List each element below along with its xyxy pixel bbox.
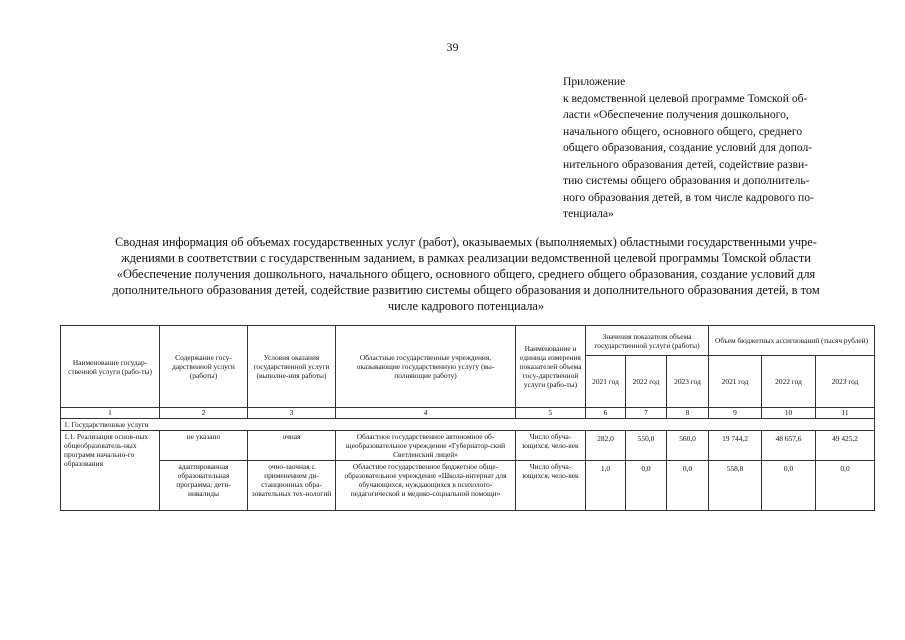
column-number: 1 — [61, 408, 160, 419]
heading-line: Сводная информация об объемах государственных услуг (работ), оказываемых (выполняемых) областными государственными учре- — [115, 235, 817, 249]
page-number: 39 — [446, 40, 459, 54]
budget-cell: 0,0 — [762, 461, 816, 511]
heading-line: «Обеспечение получения дошкольного, начального общего, основного общего, среднего общего образования, создание условий для — [116, 267, 816, 281]
header-year: 2021 год — [709, 356, 762, 408]
value-cell: 0,0 — [626, 461, 667, 511]
appendix-line: нительного образования детей, содействие разви- — [563, 157, 809, 171]
services-table — [60, 325, 875, 511]
column-number: 11 — [816, 408, 875, 419]
appendix-line: Приложение — [563, 75, 626, 88]
conditions-cell: очная — [248, 431, 336, 461]
header-year: 2021 год — [586, 356, 626, 408]
budget-cell: 19 744,2 — [709, 431, 762, 461]
header-institutions: Областные государственные учреждения, оказывающие государственную услугу (вы-полняющие работу) — [336, 326, 516, 408]
institution-cell: Областное государственное автономное об-щеобразовательное учреждение «Губернатор-ский Светленский лицей» — [336, 431, 516, 461]
header-service-name: Наименование государ-ственной услуги (рабо-ты) — [61, 326, 160, 408]
service-name-cell: 1.1. Реализация основ-ных общеобразователь-ных программ начально-го образования — [61, 431, 160, 511]
column-number: 7 — [626, 408, 667, 419]
institution-cell: Областное государственное бюджетное обще-образовательное учреждение «Школа-интернат для обучающихся, нуждающихся в психолого-педагогической и медико-социальной помощи» — [336, 461, 516, 511]
content-cell: не указано — [160, 431, 248, 461]
appendix-line: ного образования детей, в том числе кадрового по- — [563, 190, 814, 204]
header-content: Содержание госу-дарственной услуги (работы) — [160, 326, 248, 408]
appendix-line: начального общего, основного общего, среднего — [563, 124, 803, 138]
header-indicator-values: Значения показателя объема государственной услуги (работы) — [586, 326, 709, 356]
column-number: 6 — [586, 408, 626, 419]
budget-cell: 48 657,6 — [762, 431, 816, 461]
column-number: 3 — [248, 408, 336, 419]
document-heading — [62, 234, 870, 314]
column-number: 4 — [336, 408, 516, 419]
header-budget: Объем бюджетных ассигнований (тысяч рублей) — [709, 326, 875, 356]
heading-line: дополнительного образования детей, содействие развитию системы общего образования и дополнительного образования детей, в том — [112, 283, 820, 297]
header-indicator: Наименование и единица измерения показателей объема госу-дарственной услуги (рабо-ты) — [516, 326, 586, 408]
indicator-cell: Число обуча-ющихся, чело-век — [516, 461, 586, 511]
budget-cell: 558,8 — [709, 461, 762, 511]
appendix-line: к ведомственной целевой программе Томской об- — [563, 91, 808, 105]
header-year: 2022 год — [762, 356, 816, 408]
table-row — [61, 431, 875, 461]
column-number: 2 — [160, 408, 248, 419]
appendix-note — [563, 74, 873, 223]
appendix-line: тенциала» — [563, 207, 614, 220]
value-cell: 0,0 — [667, 461, 709, 511]
column-number: 10 — [762, 408, 816, 419]
section-title: 1. Государственные услуги — [61, 419, 875, 431]
appendix-line: тию системы общего образования и дополнитель- — [563, 174, 810, 187]
content-cell: адаптированная образовательная программа; дети-инвалиды — [160, 461, 248, 511]
header-year: 2023 год — [816, 356, 875, 408]
value-cell: 550,0 — [626, 431, 667, 461]
header-year: 2022 год — [626, 356, 667, 408]
value-cell: 282,0 — [586, 431, 626, 461]
column-number: 9 — [709, 408, 762, 419]
header-year: 2023 год — [667, 356, 709, 408]
budget-cell: 49 425,2 — [816, 431, 875, 461]
appendix-line: общего образования, создание условий для допол- — [563, 141, 813, 154]
header-conditions: Условия оказания государственной услуги (выполне-ния работы) — [248, 326, 336, 408]
heading-line: ждениями в соответствии с государственным заданием, в рамках реализации ведомственной целевой программы Томской области — [121, 251, 811, 265]
column-number: 5 — [516, 408, 586, 419]
value-cell: 1,0 — [586, 461, 626, 511]
table-row — [61, 461, 875, 511]
value-cell: 560,0 — [667, 431, 709, 461]
appendix-line: ласти «Обеспечение получения дошкольного, — [563, 108, 789, 121]
conditions-cell: очно-заочная с применением ди-станционных обра-зовательных тех-нологий — [248, 461, 336, 511]
heading-line: числе кадрового потенциала» — [387, 299, 545, 313]
indicator-cell: Число обуча-ющихся, чело-век — [516, 431, 586, 461]
column-number: 8 — [667, 408, 709, 419]
budget-cell: 0,0 — [816, 461, 875, 511]
